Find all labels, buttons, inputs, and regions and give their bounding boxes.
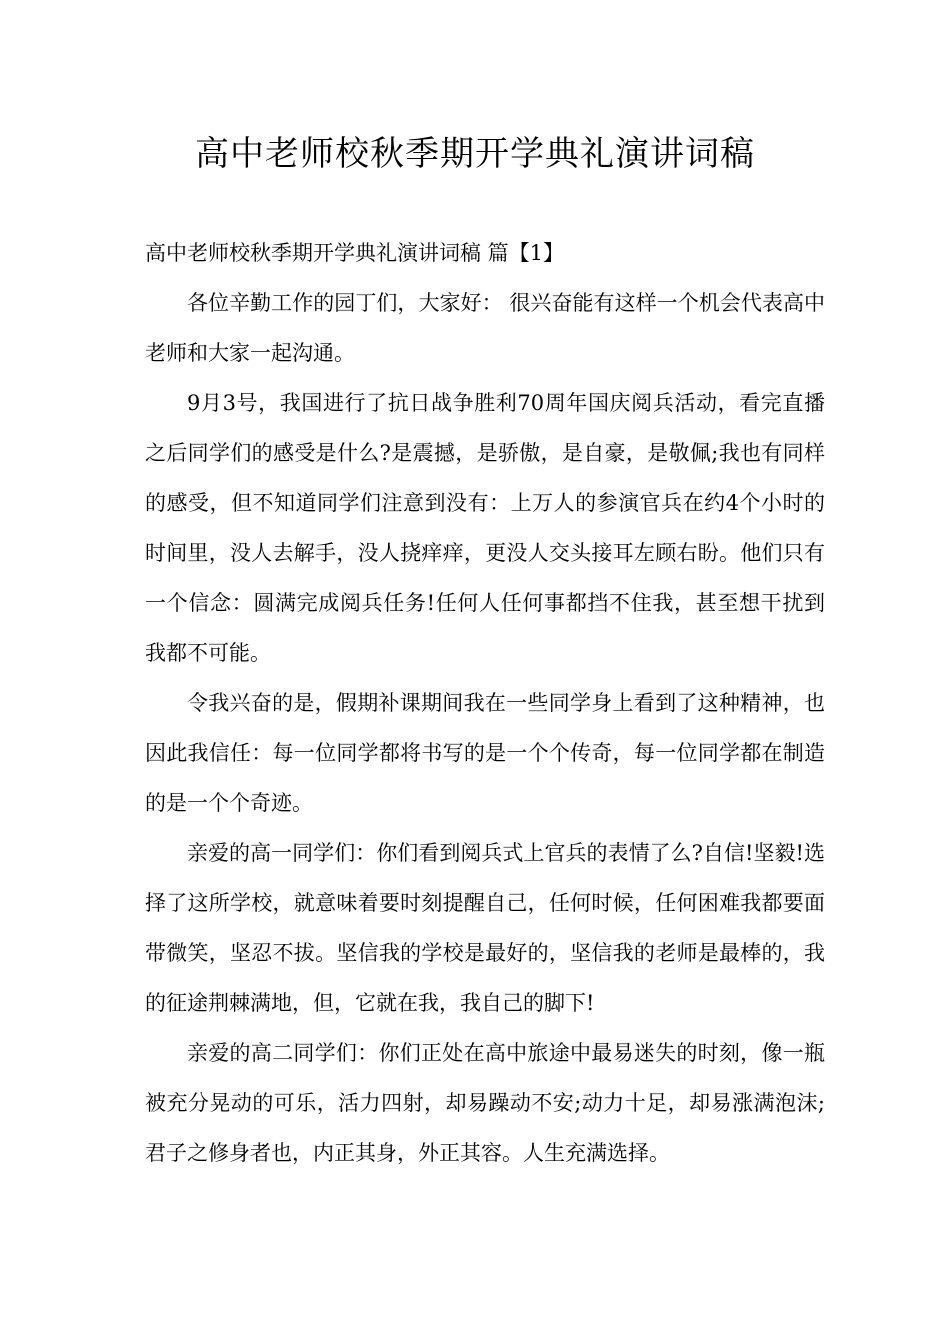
paragraph: 令我兴奋的是，假期补课期间我在一些同学身上看到了这种精神，也因此我信任：每一位同学都将书写的是一个个传奇，每一位同学都在制造的是一个个奇迹。 (145, 691, 825, 815)
paragraph: 9月3号，我国进行了抗日战争胜利70周年国庆阅兵活动，看完直播之后同学们的感受是什么?是震撼，是骄傲，是自豪，是敬佩;我也有同样的感受，但不知道同学们注意到没有：上万人的参演官兵在约4个小时的时间里，没人去解手，没人挠痒痒，更没人交头接耳左顾右盼。他们只有一个信念：圆满完成阅兵任务!任何人任何事都挡不住我，甚至想干扰到我都不可能。 (145, 391, 825, 665)
paragraph: 亲爱的高一同学们：你们看到阅兵式上官兵的表情了么?自信!坚毅!选择了这所学校，就意味着要时刻提醒自己，任何时候，任何困难我都要面带微笑，坚忍不拔。坚信我的学校是最好的，坚信我的老师是最棒的，我的征途荆棘满地，但，它就在我，我自己的脚下! (145, 841, 825, 1015)
paragraph: 亲爱的高二同学们：你们正处在高中旅途中最易迷失的时刻，像一瓶被充分晃动的可乐，活力四射，却易躁动不安;动力十足，却易涨满泡沫;君子之修身者也，内正其身，外正其容。人生充满选择。 (145, 1041, 825, 1165)
paragraph: 各位辛勤工作的园丁们，大家好： 很兴奋能有这样一个机会代表高中老师和大家一起沟通。 (145, 291, 825, 365)
document-body (145, 228, 825, 1178)
document-title: 高中老师校秋季期开学典礼演讲词稿 (195, 134, 755, 174)
section-heading: 高中老师校秋季期开学典礼演讲词稿 篇【1】 (145, 241, 565, 265)
